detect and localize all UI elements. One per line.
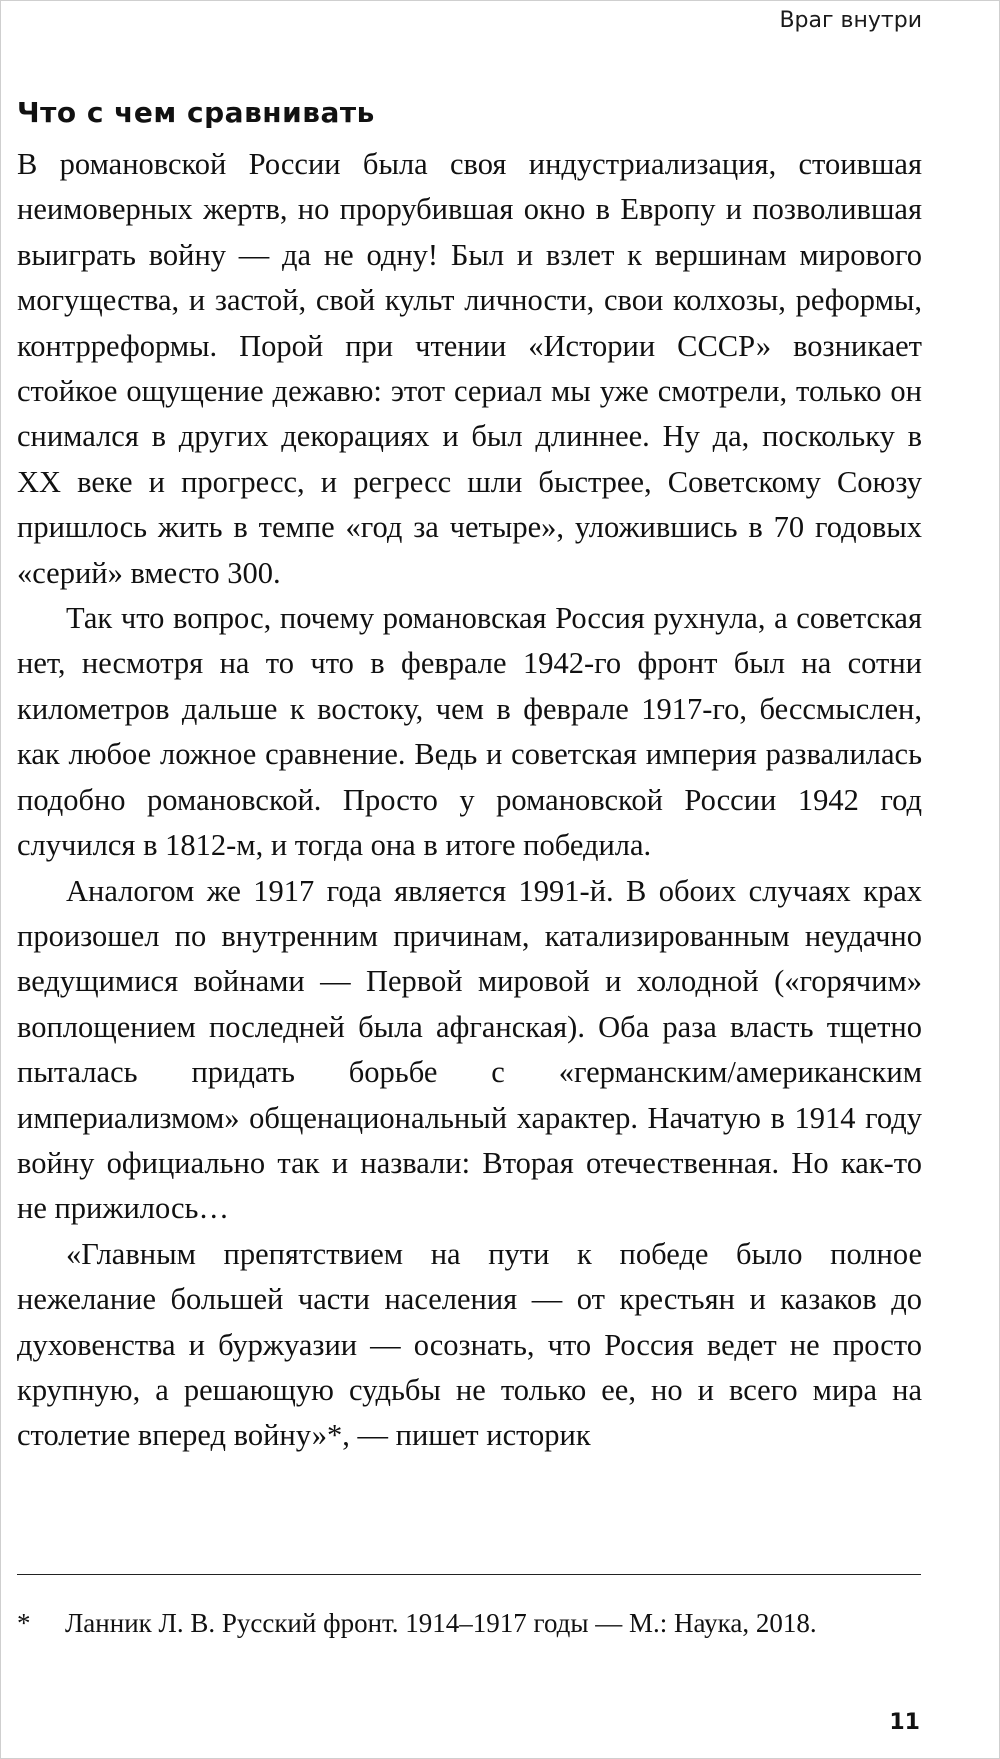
footnote-marker: * <box>17 1608 31 1638</box>
paragraph-1: В романовской России была своя индустриализация, стоившая неимоверных жертв, но прорубившая окно в Европу и позволившая выиграть войну — да не одну! Был и взлет к вершинам мирового могущества, и застой, свой культ личности, свои колхозы, реформы, контрреформы. Порой при чтении «Истории СССР» возникает стойкое ощущение дежавю: этот сериал мы уже смотрели, только он снимался в других декорациях и был длиннее. Ну да, поскольку в XX веке и прогресс, и регресс шли быстрее, Советскому Союзу пришлось жить в темпе «год за четыре», уложившись в 70 годовых «серий» вместо 300. <box>17 147 922 590</box>
footnote-divider <box>17 1574 921 1575</box>
section-title: Что с чем сравнивать <box>17 96 375 129</box>
paragraph-2: Так что вопрос, почему романовская Россия рухнула, а советская нет, несмотря на то что в феврале 1942-го фронт был на сотни километров дальше к востоку, чем в феврале 1917-го, бессмыслен, как любое ложное сравнение. Ведь и советская империя развалилась подобно романовской. Просто у романовской России 1942 год случился в 1812-м, и тогда она в итоге победила. <box>17 601 922 863</box>
body-text <box>17 142 922 1459</box>
page-number: 11 <box>889 1710 920 1735</box>
paragraph-3: Аналогом же 1917 года является 1991-й. В обоих случаях крах произошел по внутренним причинам, катализированным неудачно ведущимися войнами — Первой мировой и холодной («горячим» воплощением последней была афганская). Оба раза власть тщетно пыталась придать борьбе с «германским/американским империализмом» общенациональный характер. Начатую в 1914 году войну официально так и назвали: Вторая отечественная. Но как-то не прижилось… <box>17 873 922 1226</box>
footnote-text: Ланник Л. В. Русский фронт. 1914–1917 годы — М.: Наука, 2018. <box>65 1608 817 1638</box>
footnote <box>17 1606 922 1640</box>
paragraph-4: «Главным препятствием на пути к победе было полное нежелание большей части населения — от крестьян и казаков до духовенства и буржуазии — осознать, что Россия ведет не просто крупную, а решающую судьбы не только ее, но и всего мира на столетие вперед войну»*, — пишет историк <box>17 1236 922 1453</box>
running-header: Враг внутри <box>779 8 922 33</box>
